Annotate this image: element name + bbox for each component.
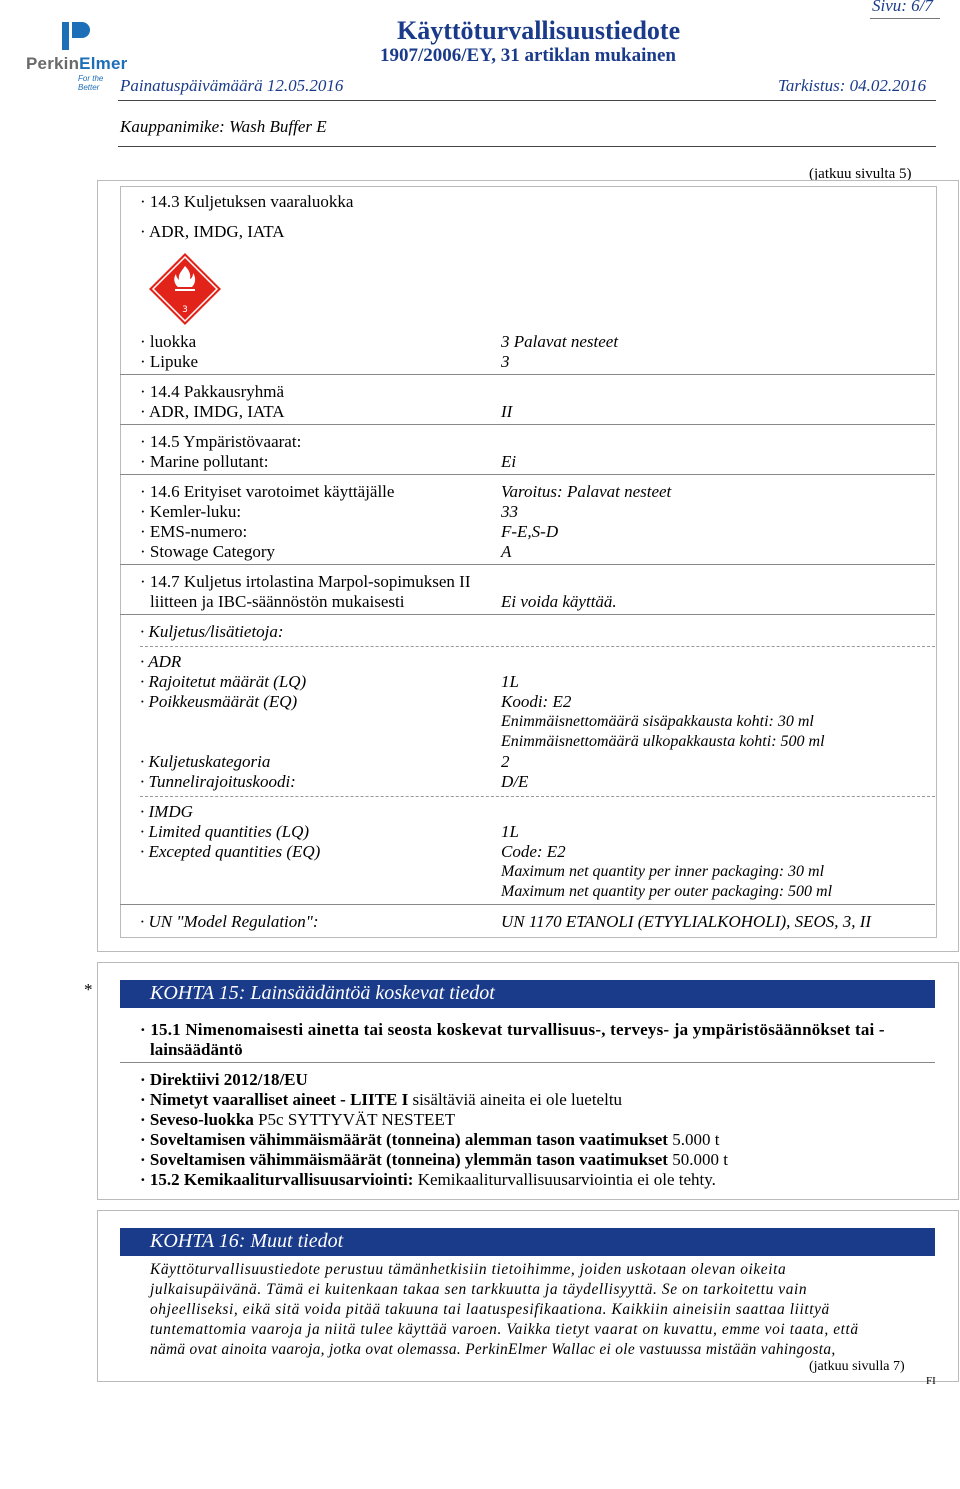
language-code: FI xyxy=(926,1375,936,1387)
header-rule xyxy=(118,100,936,101)
s151-title-line2: lainsäädäntö xyxy=(150,1040,243,1059)
document-title: Käyttöturvallisuustiedote xyxy=(397,16,681,45)
header-divider xyxy=(870,18,940,19)
stowage-value: A xyxy=(501,542,512,561)
divider xyxy=(120,564,935,565)
divider xyxy=(120,904,935,905)
adr-tunnel-label: · Tunnelirajoituskoodi: xyxy=(140,772,296,791)
imdg-eq-inner: Maximum net quantity per inner packaging: 30 ml xyxy=(501,863,825,880)
s143-modes: · ADR, IMDG, IATA xyxy=(140,222,285,241)
perkinelmer-logo: PerkinElmer For the Better xyxy=(26,14,126,74)
s146-title: · 14.6 Erityiset varotoimet käyttäjälle xyxy=(140,482,395,501)
disclaimer-line: julkaisupäivänä. Tämä ei kuitenkaan takaa sen tarkkuutta ja täydellisyyttä. Se on tarkoitettu vain xyxy=(150,1281,808,1298)
adr-eq-label: · Poikkeusmäärät (EQ) xyxy=(140,692,298,711)
imdg-lq-value: 1L xyxy=(501,822,519,841)
continued-from: (jatkuu sivulta 5) xyxy=(809,166,912,182)
s144-value: II xyxy=(501,402,513,421)
s143-title: · 14.3 Kuljetuksen vaaraluokka xyxy=(140,192,354,211)
adr-tunnel-value: D/E xyxy=(501,772,529,791)
class-value: 3 Palavat nesteet xyxy=(501,332,619,351)
ems-value: F-E,S-D xyxy=(501,522,559,541)
upper-tier-threshold: · Soveltamisen vähimmäismäärät (tonneina) ylemmän tason vaatimukset 50.000 t xyxy=(140,1150,728,1169)
adr-category-value: 2 xyxy=(501,752,510,771)
print-date: Painatuspäivämäärä 12.05.2016 xyxy=(120,76,344,95)
trade-name-rule xyxy=(118,146,936,147)
disclaimer-line: ohjeelliseksi, eikä sitä voida pitää takuuna tai laatuspesifikaationa. Kaikkiin aineisiin saattaa liittyä xyxy=(150,1301,830,1318)
adr-lq-label: · Rajoitetut määrät (LQ) xyxy=(140,672,307,691)
disclaimer-line: tuntemattomia vaaroja ja niitä tulee käyttää varoen. Vaikka tietyt vaarat on kuvattu, emme voi taata, että xyxy=(150,1321,859,1338)
divider xyxy=(120,424,935,425)
extra-info-title: · Kuljetus/lisätietoja: xyxy=(140,622,284,641)
imdg-title: · IMDG xyxy=(140,802,193,821)
directive: · Direktiivi 2012/18/EU xyxy=(140,1070,308,1089)
named-substances: · Nimetyt vaaralliset aineet - LIITE I sisältäviä aineita ei ole lueteltu xyxy=(140,1090,623,1109)
chemical-safety-assessment: · 15.2 Kemikaaliturvallisuusarviointi: Kemikaaliturvallisuusarviointia ei ole tehty. xyxy=(140,1170,716,1189)
adr-category-label: · Kuljetuskategoria xyxy=(140,752,271,771)
kemler-label: · Kemler-luku: xyxy=(140,502,242,521)
seveso-category: · Seveso-luokka P5c SYTTYVÄT NESTEET xyxy=(140,1110,456,1129)
s144-modes: · ADR, IMDG, IATA xyxy=(140,402,285,421)
flammable-liquid-hazard-icon xyxy=(148,252,222,326)
imdg-eq-label: · Excepted quantities (EQ) xyxy=(140,842,321,861)
lower-tier-threshold: · Soveltamisen vähimmäismäärät (tonneina) alemman tason vaatimukset 5.000 t xyxy=(140,1130,720,1149)
s147-value: Ei voida käyttää. xyxy=(501,592,617,611)
marine-label: · Marine pollutant: xyxy=(140,452,269,471)
change-asterisk: * xyxy=(84,980,93,999)
s144-title: · 14.4 Pakkausryhmä xyxy=(140,382,285,401)
adr-lq-value: 1L xyxy=(501,672,519,691)
dashed-divider xyxy=(140,646,935,647)
hazard-class-number: 3 xyxy=(182,305,188,315)
un-model-label: · UN "Model Regulation": xyxy=(140,912,319,931)
divider xyxy=(120,1062,935,1063)
imdg-eq-outer: Maximum net quantity per outer packaging: 500 ml xyxy=(501,883,833,900)
s147-title-line2: liitteen ja IBC-säännöstön mukaisesti xyxy=(150,592,405,611)
stowage-label: · Stowage Category xyxy=(140,542,276,561)
imdg-lq-label: · Limited quantities (LQ) xyxy=(140,822,310,841)
s145-title: · 14.5 Ympäristövaarat: xyxy=(140,432,302,451)
page-number: Sivu: 6/7 xyxy=(872,0,933,15)
logo-tagline: For the Better xyxy=(78,74,104,92)
class-label: · luokka xyxy=(140,332,197,351)
adr-eq-value: Koodi: E2 xyxy=(501,692,572,711)
lipuke-value: 3 xyxy=(501,352,510,371)
kemler-value: 33 xyxy=(501,502,518,521)
section-16-header xyxy=(120,1228,935,1256)
un-model-value: UN 1170 ETANOLI (ETYYLIALKOHOLI), SEOS, 3, II xyxy=(501,912,872,931)
imdg-eq-value: Code: E2 xyxy=(501,842,566,861)
revision-date: Tarkistus: 04.02.2016 xyxy=(778,76,927,95)
disclaimer-line: nämä ovat ainoita vaaroja, jotka ovat olemassa. PerkinElmer Wallac ei ole vastuussa mistään vahingosta, xyxy=(150,1341,836,1358)
divider xyxy=(120,614,935,615)
s147-title-line1: · 14.7 Kuljetus irtolastina Marpol-sopimuksen II xyxy=(140,572,471,591)
dashed-divider xyxy=(140,796,935,797)
disclaimer-line: Käyttöturvallisuustiedote perustuu tämänhetkisiin tietoihimme, joiden uskotaan olevan oikeita xyxy=(150,1261,787,1278)
trade-name: Kauppanimike: Wash Buffer E xyxy=(120,117,327,136)
perkinelmer-logo-icon xyxy=(60,20,90,52)
document-subtitle: 1907/2006/EY, 31 artiklan mukainen xyxy=(380,45,676,66)
marine-value: Ei xyxy=(501,452,517,471)
adr-eq-outer: Enimmäisnettomäärä ulkopakkausta kohti: 500 ml xyxy=(501,733,825,750)
s146-value: Varoitus: Palavat nesteet xyxy=(501,482,672,501)
adr-eq-inner: Enimmäisnettomäärä sisäpakkausta kohti: 30 ml xyxy=(501,713,814,730)
ems-label: · EMS-numero: xyxy=(140,522,248,541)
section-15-header xyxy=(120,980,935,1008)
adr-title: · ADR xyxy=(140,652,182,671)
lipuke-label: · Lipuke xyxy=(140,352,199,371)
section-15-title: KOHTA 15: Lainsäädäntöä koskevat tiedot xyxy=(150,982,495,1004)
divider xyxy=(120,374,935,375)
s151-title-line1: · 15.1 Nimenomaisesti ainetta tai seosta koskevat turvallisuus-, terveys- ja ympäristösäännökset tai - xyxy=(140,1020,885,1039)
continued-to: (jatkuu sivulla 7) xyxy=(809,1359,905,1374)
divider xyxy=(120,474,935,475)
section-16-title: KOHTA 16: Muut tiedot xyxy=(150,1230,344,1252)
